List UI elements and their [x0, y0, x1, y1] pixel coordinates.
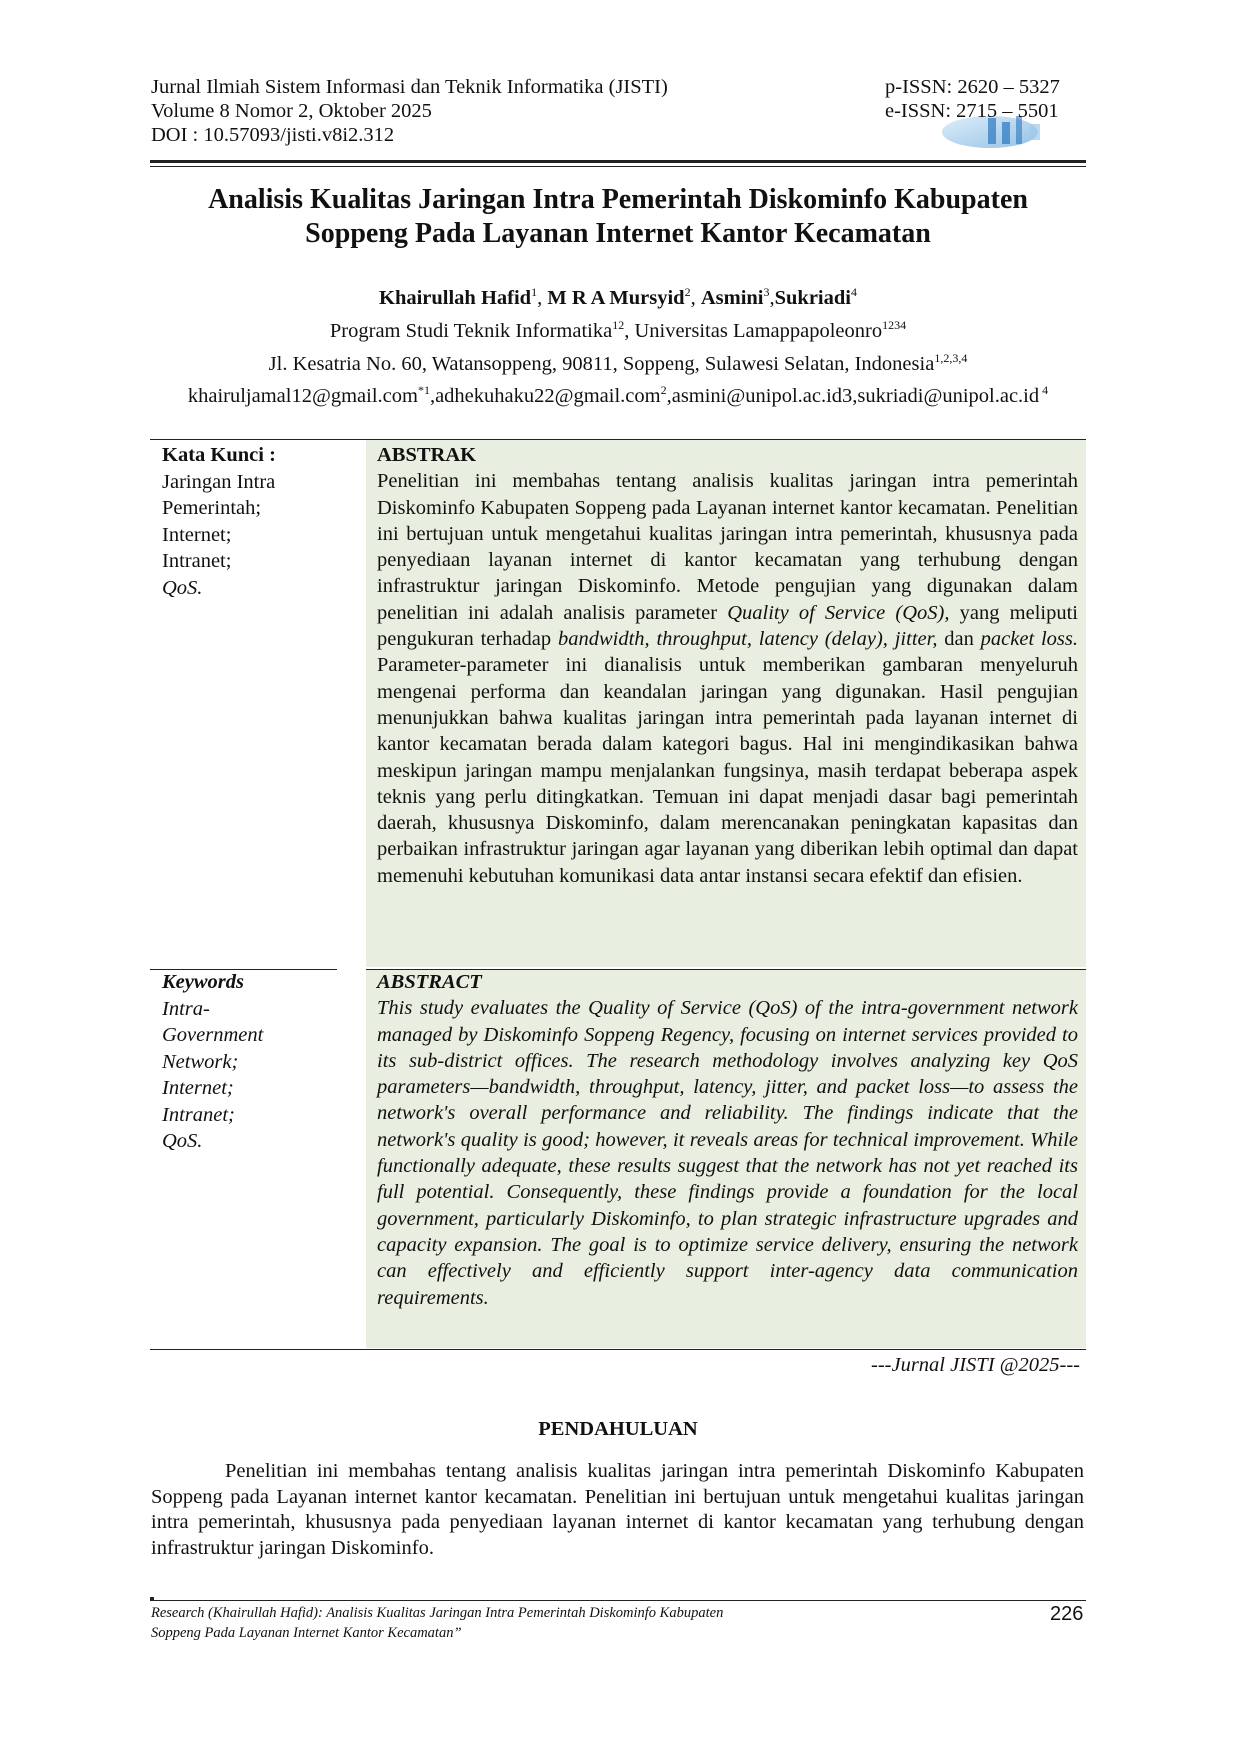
journal-doi: DOI : 10.57093/jisti.v8i2.312 — [151, 124, 395, 146]
abstract-block — [377, 969, 1078, 1311]
keyword-4: Internet; — [162, 1077, 234, 1099]
abstrak-italic-3: packet loss. — [980, 628, 1078, 651]
abstrak-part-4: Parameter-parameter ini dianalisis untuk memberikan gambaran menyeluruh mengenai performa dan keandalan jaringan yang digunakan. Hasil pengujian menunjukkan bahwa kualitas jaringan intra pemerintah pada layanan internet di kantor kecamatan berada dalam kategori bagus. Hal ini mengindikasikan bahwa meskipun jaringan mampu menjalankan fungsinya, masih terdapat beberapa aspek teknis yang perlu ditingkatkan. Temuan ini dapat menjadi dasar bagi pemerintah daerah, khususnya Diskominfo, dalam merencanakan peningkatan kapasitas dan perbaikan infrastruktur jaringan agar layanan yang diberikan lebih optimal dan dapat memenuhi kebutuhan komunikasi data antar instansi secara efektif dan efisien. — [377, 654, 1078, 887]
abstrak-block — [377, 442, 1078, 889]
author-1-sup: 1 — [531, 285, 538, 299]
abstrak-italic-2: bandwidth, throughput, latency (delay), jitter, — [557, 628, 938, 651]
abstract-heading: ABSTRACT — [377, 971, 482, 993]
running-footer — [151, 1603, 871, 1643]
affiliation-sup-1: 12 — [612, 317, 625, 332]
kata-kunci-2: Internet; — [162, 523, 232, 546]
page-number: 226 — [1050, 1603, 1084, 1625]
journal-header-right — [885, 75, 1085, 123]
journal-header-left — [151, 75, 791, 147]
author-2: M R A Mursyid — [547, 286, 685, 309]
abstrak-heading: ABSTRAK — [377, 444, 477, 466]
header-rule-thin — [150, 166, 1086, 167]
address — [150, 345, 1086, 378]
paper-title — [150, 183, 1086, 251]
kata-kunci-4: QoS. — [162, 576, 203, 599]
author-1: Khairullah Hafid — [379, 286, 532, 309]
email-3: ,asmini@unipol.ac.id3,sukriadi@unipol.ac.id — [666, 385, 1040, 408]
footer-line-1: Research (Khairullah Hafid): Analisis Kualitas Jaringan Intra Pemerintah Diskominfo Kabupaten — [151, 1605, 724, 1621]
header-rule-thick — [150, 160, 1086, 163]
address-text: Jl. Kesatria No. 60, Watansoppeng, 90811, Soppeng, Sulawesi Selatan, Indonesia — [268, 352, 935, 375]
kata-kunci-heading: Kata Kunci : — [162, 444, 276, 466]
title-line-2: Soppeng Pada Layanan Internet Kantor Kecamatan — [305, 218, 931, 249]
kata-kunci-block — [162, 442, 332, 601]
author-3-sup: 3 — [763, 285, 770, 299]
email-3-sup: 4 — [1039, 383, 1049, 398]
email-1-sup: *1 — [417, 383, 430, 398]
author-names: Khairullah Hafid$^1$, M R A Mursyid$^2$, Asmini$^3$,Sukriadi$^4$ — [379, 285, 857, 309]
title-line-1: Analisis Kualitas Jaringan Intra Pemerintah Diskominfo Kabupaten — [208, 184, 1028, 215]
keyword-5: Intranet; — [162, 1103, 235, 1126]
abstrak-part-1: Penelitian ini membahas tentang analisis kualitas jaringan intra pemerintah Diskominfo Kabupaten Soppeng pada Layanan internet kantor kecamatan. Penelitian ini bertujuan untuk mengetahui kualitas jaringan intra pemerintah, khususnya pada penyediaan layanan internet di kantor kecamatan yang terhubung dengan infrastruktur jaringan Diskominfo. Metode pengujian yang digunakan dalam penelitian ini adalah analisis parameter — [377, 470, 1078, 624]
author-3: Asmini — [700, 286, 764, 309]
footer-line-2: Soppeng Pada Layanan Internet Kantor Kecamatan” — [151, 1625, 462, 1641]
author-4-sup: 4 — [850, 285, 857, 299]
abstrak-italic-1: Quality of Service (QoS), — [727, 601, 950, 624]
keyword-2: Government — [162, 1024, 264, 1046]
keyword-6: QoS. — [162, 1130, 203, 1152]
abstrak-part-3: dan — [937, 628, 981, 651]
journal-volume: Volume 8 Nomor 2, Oktober 2025 — [151, 100, 432, 122]
keywords-heading: Keywords — [162, 971, 244, 993]
keyword-1: Intra- — [162, 997, 210, 1020]
p-issn: p-ISSN: 2620 – 5327 — [885, 76, 1060, 98]
author-4: Sukriadi — [774, 286, 851, 309]
journal-name: Jurnal Ilmiah Sistem Informasi dan Teknik Informatika (JISTI) — [151, 76, 668, 98]
kata-kunci-3: Intranet; — [162, 550, 232, 572]
section-heading: PENDAHULUAN — [538, 1418, 698, 1440]
affiliation-university: , Universitas Lamappapoleonro — [624, 319, 883, 342]
keyword-3: Network; — [162, 1050, 239, 1073]
abstrak-text — [377, 468, 1078, 889]
e-issn: e-ISSN: 2715 – 5501 — [885, 100, 1059, 122]
email-2-sup: 2 — [660, 383, 667, 398]
abstract-text: This study evaluates the Quality of Service (QoS) of the intra-government network managed by Diskominfo Soppeng Regency, focusing on internet services provided to its sub-district offices. The research methodology involves analyzing key QoS parameters—bandwidth, throughput, latency, jitter, and packet loss—to assess the network's overall performance and reliability. The findings indicate that the network's quality is good; however, it reveals areas for technical improvement. While functionally adequate, these results suggest that the network has not yet reached its full potential. Consequently, these findings provide a foundation for the local government, particularly Diskominfo, to plan strategic infrastructure upgrades and capacity expansion. The goal is to optimize service delivery, ensuring the network can effectively and efficiently support inter-agency data communication requirements. — [377, 997, 1078, 1309]
kata-kunci-1: Jaringan Intra Pemerintah; — [162, 470, 276, 519]
affiliation-sup-2: 1234 — [882, 317, 907, 332]
email-2: ,adhekuhaku22@gmail.com — [429, 385, 661, 408]
abstrak-part-2: yang meliputi pengukuran terhadap — [377, 601, 1078, 651]
table-rule-top — [150, 439, 1086, 440]
journal-tag: ---Jurnal JISTI @2025--- — [871, 1354, 1080, 1376]
affiliation-program: Program Studi Teknik Informatika — [329, 319, 613, 342]
section-paragraph: Penelitian ini membahas tentang analisis kualitas jaringan intra pemerintah Diskominfo Kabupaten Soppeng pada Layanan internet kantor kecamatan. Penelitian ini bertujuan untuk mengetahui kualitas jaringan intra pemerintah, khususnya pada penyediaan layanan internet di kantor kecamatan yang terhubung dengan infrastruktur jaringan Diskominfo. — [151, 1460, 1084, 1559]
affiliation — [150, 312, 1086, 345]
emails — [150, 377, 1086, 410]
footer-rule — [150, 1600, 1086, 1601]
email-1: khairuljamal12@gmail.com — [187, 385, 418, 408]
author-2-sup: 2 — [684, 285, 691, 299]
table-rule-bottom — [150, 1349, 1086, 1350]
keywords-block — [162, 969, 332, 1155]
author-block — [150, 279, 1086, 410]
address-sup: 1,2,3,4 — [934, 350, 968, 365]
